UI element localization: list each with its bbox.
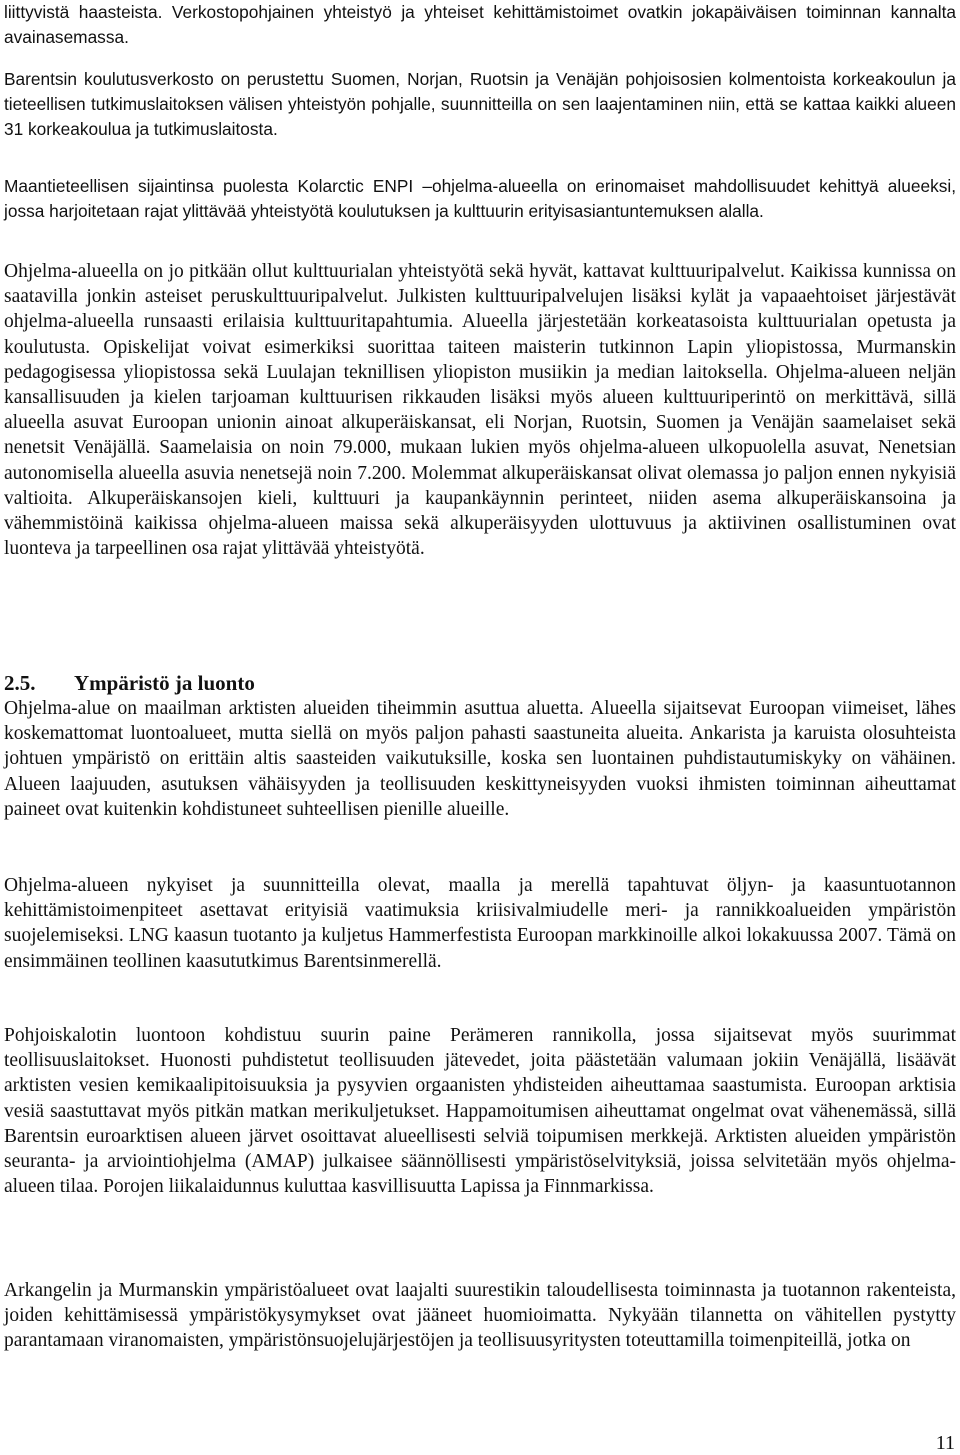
paragraph-4: Ohjelma-alueella on jo pitkään ollut kulttuurialan yhteistyötä sekä hyvät, kattavat kulttuuripalvelut. Kaikissa kunnissa on saatavilla jonkin asteiset peruskulttuuripalvelut. Julkisten kulttuuripalvelujen lisäksi kylät ja vapaaehtoiset järjestävät ohjelma-alueella runsaasti erilaisia kulttuuritapahtumia. Alueella järjestetään korkeatasoista kulttuurialan opetusta ja koulutusta. Opiskelijat voivat esimerkiksi suorittaa taiteen maisterin tutkinnon Lapin yliopistossa, Murmanskin pedagogisessa yliopistossa sekä Luulajan teknillisen yliopiston musiikin ja median laitoksella. Ohjelma-alueen neljän kansallisuuden ja kielen tarjoaman kulttuurisen rikkauden lisäksi myös alueen kulttuuriperintö on merkittävä, sillä alueella asuvat Euroopan unionin ainoat alkuperäiskansat, eli Norjan, Ruotsin, Suomen ja Venäjän saamelaiset sekä nenetsit Venäjällä. Saamelaisia on noin 79.000, mukaan lukien myös ohjelma-alueen ulkopuolella asuvat, Nenetsian autonomisella alueella asuvia nenetsejä noin 7.200. Molemmat alkuperäiskansat olivat olemassa jo paljon ennen nykyisiä valtioita. Alkuperäiskansojen kieli, kulttuuri ja kaupankäynnin perinteet, niiden asema alkuperäiskansoina ja vähemmistöinä kaikissa ohjelma-alueen maissa sekä alkuperäisyyden ulottuvuus ja aktiivinen osallistuminen ovat luonteva ja tarpeellinen osa rajat ylittävää yhteistyötä. (4, 261, 956, 560)
paragraph-5: Ohjelma-alue on maailman arktisten alueiden tiheimmin asuttua aluetta. Alueella sijaitsevat Euroopan viimeiset, lähes koskemattomat luontoalueet, mutta siellä on myös paljon pahasti saastuneita alueita. Ankarista ja karuista olosuhteista johtuen ympäristö on erittäin altis saasteiden vaikutuksille, koska sen luontainen puhdistautumiskyky on vähäinen. Alueen laajuuden, asutuksen vähäisyyden ja teollisuuden keskittyneisyyden vuoksi ihmisten toiminnan aiheuttamat paineet ovat kuitenkin kohdistuneet suhteellisen pienille alueille. (4, 698, 956, 820)
section-heading (4, 670, 956, 696)
section-title: Ympäristö ja luonto (74, 671, 255, 695)
section-number: 2.5. (4, 671, 36, 695)
paragraph-3: Maantieteellisen sijaintinsa puolesta Kolarctic ENPI –ohjelma-alueella on erinomaiset mahdollisuudet kehittyä alueeksi, jossa harjoitetaan rajat ylittävää yhteistyötä koulutuksen ja kulttuurin erityisasiantuntemuksen alalla. (4, 176, 956, 222)
paragraph-6: Ohjelma-alueen nykyiset ja suunnitteilla olevat, maalla ja merellä tapahtuvat öljyn- ja kaasuntuotannon kehittämistoimenpiteet asettavat erityisiä vaatimuksia kriisivalmiudelle meri- ja rannikkoalueiden ympäristön suojelemiseksi. LNG kaasun tuotanto ja kuljetus Hammerfestista Euroopan markkinoille alkoi lokakuussa 2007. Tämä on ensimmäinen teollinen kaasututkimus Barentsinmerellä. (4, 875, 956, 972)
paragraph-7: Pohjoiskalotin luontoon kohdistuu suurin paine Perämeren rannikolla, jossa sijaitsevat myös suurimmat teollisuuslaitokset. Huonosti puhdistetut teollisuuden jätevedet, joita päästetään valumaan jokiin Venäjällä, lisäävät arktisten vesien kemikaalipitoisuuksia ja pysyvien orgaanisten yhdisteiden aiheuttamaa saastumista. Euroopan arktisia vesiä saastuttavat myös pitkän matkan merikuljetukset. Happamoitumisen aiheuttamat ongelmat ovat vähenemässä, sillä Barentsin euroarktisen alueen järvet osoittavat alueellisesti selviä toipumisen merkkejä. Arktisten alueiden ympäristön seuranta- ja arviointiohjelma (AMAP) julkaisee säännöllisesti ympäristöselvityksiä, joissa selvitetään myös ohjelma-alueen tilaa. Porojen liikalaidunnus kuluttaa kasvillisuutta Lapissa ja Finnmarkissa. (4, 1025, 956, 1198)
paragraph-8: Arkangelin ja Murmanskin ympäristöalueet ovat laajalti suurestikin taloudellisesta toiminnasta ja tuotannon rakenteista, joiden kehittämisessä ympäristökysymykset ovat jääneet huomioimatta. Nykyään tilannetta on vähitellen pystytty parantamaan viranomaisten, ympäristönsuojelujärjestöjen ja teollisuusyritysten toteuttamilla toimenpiteillä, jotka on (4, 1280, 956, 1352)
paragraph-2: Barentsin koulutusverkosto on perustettu Suomen, Norjan, Ruotsin ja Venäjän pohjoisosien kolmentoista korkeakoulun ja tieteellisen tutkimuslaitoksen välisen yhteistyön pohjalle, suunnitteilla on sen laajentaminen niin, että se kattaa kaikki alueen 31 korkeakoulua ja tutkimuslaitosta. (4, 69, 956, 140)
page-number: 11 (935, 1432, 955, 1454)
paragraph-1: liittyvistä haasteista. Verkostopohjainen yhteistyö ja yhteiset kehittämistoimet ovatkin jokapäiväisen toiminnan kannalta avainasemassa. (4, 2, 956, 48)
